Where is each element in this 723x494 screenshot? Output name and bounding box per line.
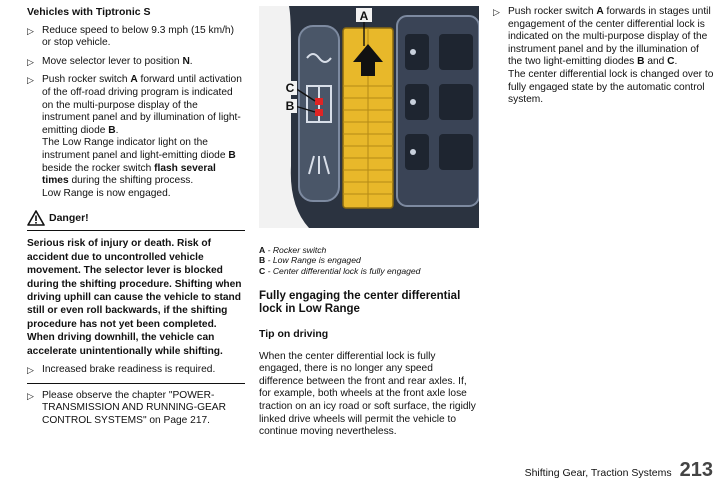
figure-captions [259, 245, 479, 277]
tiptronic-heading: Vehicles with Tiptronic S [27, 6, 151, 18]
rocker-switch-figure [259, 6, 479, 228]
step-chapter-note: ▷ Please observe the chapter "POWER-TRANSMISSION AND RUNNING-GEAR CONTROL SYSTEMS" on Page 217. [27, 389, 226, 426]
danger-header [27, 210, 245, 231]
label-c: C [285, 81, 295, 95]
section-heading: Fully engaging the center differential lock in Low Range [259, 290, 461, 316]
right-column [493, 6, 715, 113]
triangle-bullet-icon: ▷ [27, 390, 34, 401]
label-b: B [285, 99, 295, 113]
step-reduce-speed: ▷ Reduce speed to below 9.3 mph (15 km/h) or stop vehicle. [27, 24, 234, 49]
triangle-bullet-icon: ▷ [27, 56, 34, 67]
danger-label: Danger! [49, 212, 89, 225]
triangle-bullet-icon: ▷ [493, 7, 500, 17]
footer-title: Shifting Gear, Traction Systems [524, 467, 672, 479]
step-selector-lever: ▷ Move selector lever to position N. [27, 55, 193, 67]
tip-text: When the center differential lock is fully engaged, there is no longer any speed difference between the front and rear axles. If, for example, both wheels at the front axle lose traction on an icy road or soft surface, the rigidly linked drive wheels will permit the vehicle to continue moving nevertheless. [259, 350, 476, 438]
caption-a: A - Rocker switch [259, 244, 327, 255]
page-number: 213 [679, 459, 713, 481]
label-a: A [359, 9, 369, 23]
danger-text: Serious risk of injury or death. Risk of accident due to uncontrolled vehicle movement. The selector lever is blocked during the shifting procedure. Shifting when driving uphill can cause the vehicle to stand still or even roll backwards, if the shifting procedure has not yet been completed. When driving downhill, the vehicle can accelerate unintentionally while shifting. [27, 238, 242, 357]
divider [27, 383, 245, 384]
step-push-rocker-stages: ▷ Push rocker switch A forwards in stages until engagement of the center differential lock is indicated on the multi-purpose display of the instrument panel and by the illumination of the two light-emitting diodes B and C. The center differential lock is changed over to fully engaged state by the automatic control system. [493, 6, 714, 106]
caption-c: C - Center differential lock is fully engaged [259, 265, 421, 276]
step-push-rocker: ▷ Push rocker switch A forward until activation of the off-road driving program is indicated on the multi-purpose display of the instrument panel and by illumination of light-emitting diode B. The Low Range indicator light on the instrument panel and light-emitting diode B beside the rocker switch flash several times during the shifting process. Low Range is now engaged. [27, 74, 242, 199]
step-brake-note: ▷ Increased brake readiness is required. [27, 363, 216, 375]
triangle-bullet-icon: ▷ [27, 75, 34, 86]
left-column [27, 6, 245, 433]
triangle-bullet-icon: ▷ [27, 25, 34, 36]
triangle-bullet-icon: ▷ [27, 364, 34, 375]
tip-heading: Tip on driving [259, 328, 329, 341]
warning-triangle-icon [27, 210, 45, 226]
page-footer [524, 459, 713, 481]
middle-column [259, 6, 479, 439]
caption-b: B - Low Range is engaged [259, 255, 361, 266]
